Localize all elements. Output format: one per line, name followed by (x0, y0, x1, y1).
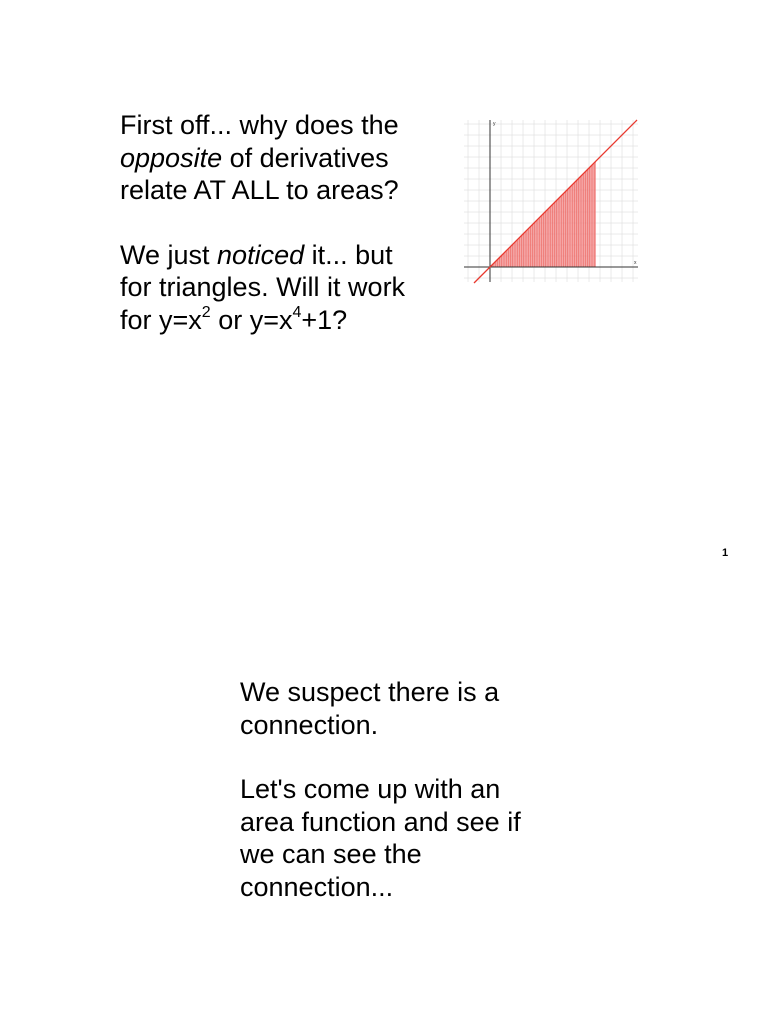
text-line-6b: or y=x (210, 304, 293, 335)
text-line-4: area function and see if (240, 806, 521, 837)
paragraph-gap (120, 207, 450, 239)
text-line-3: relate AT ALL to areas? (120, 175, 399, 205)
text-line (240, 709, 580, 742)
paragraph-gap (240, 741, 580, 773)
text-line (120, 174, 450, 207)
text-line-5: for triangles. Will it work (120, 272, 406, 302)
emphasis-noticed: noticed (217, 239, 305, 270)
text-line (120, 304, 450, 337)
text-line (240, 806, 580, 839)
y-axis-label: y (493, 121, 496, 127)
emphasis-opposite: opposite (120, 142, 223, 173)
text-line (240, 773, 580, 806)
text-line-4-rest: it... but (304, 239, 393, 270)
text-line-3: Let's come up with an (240, 774, 501, 804)
area-under-line-graph (462, 116, 642, 286)
text-line-6c: +1? (301, 304, 348, 335)
x-axis-label: x (634, 260, 637, 266)
page-number: 1 (722, 547, 729, 559)
text-line-5: we can see the (240, 839, 422, 869)
text-line (240, 838, 580, 871)
text-line-6: connection... (240, 871, 394, 902)
slide-1-question (120, 109, 450, 336)
text-line-2: connection. (240, 709, 379, 740)
text-line (240, 676, 580, 709)
text-line (240, 871, 580, 904)
text-line-2: of derivatives (222, 142, 389, 173)
exponent-4: 4 (292, 303, 302, 321)
text-line-1: We suspect there is a (240, 677, 500, 707)
text-line (120, 142, 450, 175)
text-line (120, 239, 450, 272)
text-line-4-start: We just (120, 239, 218, 270)
text-line-6a: for y=x (120, 304, 202, 335)
slide-2-statement (240, 676, 580, 903)
text-line-1: First off... why does the (120, 110, 399, 140)
text-line (120, 271, 450, 304)
exponent-2: 2 (201, 303, 211, 321)
text-line (120, 109, 450, 142)
